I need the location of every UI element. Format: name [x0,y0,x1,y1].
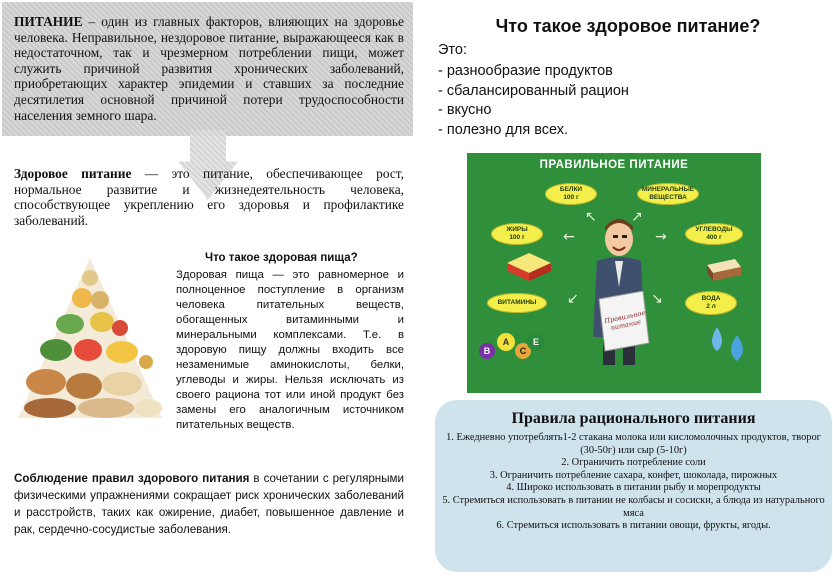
list-item: 5. Стремиться использовать в питании не колбасы и сосиски, а блюда из натурального мяса [442,494,825,519]
poster-label-minerals: МИНЕРАЛЬНЫЕ ВЕЩЕСТВА [637,183,699,205]
list-item: - сбалансированный рацион [438,82,629,99]
healthy-definition-paragraph [14,166,404,228]
compliance-keyword: Соблюдение правил здорового питания [14,472,250,485]
list-item: 3. Ограничить потребление сахара, конфет, шоколада, пирожных [489,469,778,481]
arrow-icon: ↘ [651,291,663,307]
list-item: 6. Стремиться использовать в питании овощи, фрукты, ягоды. [496,520,771,532]
vitamin-ball: E [527,333,545,351]
compliance-paragraph [14,470,404,538]
what-is-title: Что такое здоровое питание? [495,16,761,36]
nutrition-poster [467,153,761,393]
list-item: 1. Ежедневно употреблять1-2 стакана молока или кисломолочных продуктов, творог (30-50г) или сыр (5-10г) [446,432,821,456]
poster-label-vitamins: ВИТАМИНЫ [487,293,547,313]
rules-title: Правила рационального питания [511,410,756,427]
water-drops-icon [703,323,751,367]
vitamin-ball: B [479,343,495,359]
arrow-icon: → [655,229,667,245]
healthy-definition-text: — это питание, обеспечивающее рост, нормальное развитие и жизнедеятельность человека, способствующее укреплению его здоровья и профилактике заболеваний. [14,166,404,228]
list-item: - полезно для всех. [438,121,569,138]
list-item: 2. Ограничить потребление соли [561,457,706,469]
healthy-food-title: Что такое здоровая пища? [205,252,358,264]
poster-label-carbs: УГЛЕВОДЫ 400 г [685,223,743,245]
food-pyramid-image [10,250,170,430]
healthy-food-text: Здоровая пища — это равномерное и полноценное поступление в организм человека питательных веществ, обогащенных витаминными и минеральными комплексами. Т.е. в здоровую пищу должны входить все незаменимые аминокислоты, белки, углеводы и жиры. Нельзя исключать из своего рациона тот или иной продукт без замены его аналогичным источником питательных веществ. [176,269,404,431]
poster-label-fats: ЖИРЫ 100 г [491,223,543,245]
list-item: - вкусно [438,102,492,118]
butter-box-icon [505,249,553,283]
list-item: - разнообразие продуктов [438,63,613,79]
poster-label-proteins: БЕЛКИ 100 г [545,183,597,205]
arrow-icon: ↖ [585,209,597,225]
cake-icon [703,253,743,283]
poster-label-water: ВОДА 2 л [685,291,737,315]
intro-text: – один из главных факторов, влияющих на здоровье человека. Неправильное, нездоровое питание, выражающееся как в недостаточном, так и чрезмерном потреблении пищи, может служить причиной развития хронических заболеваний, приобретающих характер эпидемии и ставших за последние десятилетия основной причиной потери трудоспособности населения земного шара. [14,14,404,123]
arrow-icon: ↗ [631,209,643,225]
compliance-text: в сочетании с регулярными физическими упражнениями сокращает риск хронических заболеваний и расстройств, таких как ожирение, диабет, повышенное давление и рак, сердечно-сосудистые заболевания. [14,472,404,536]
intro-paragraph [14,14,404,123]
book-text: Правильное питание [603,308,646,333]
healthy-definition-keyword: Здоровое питание [14,166,132,181]
intro-keyword: ПИТАНИЕ [14,14,83,29]
what-is-intro: Это: [438,42,467,58]
vitamin-ball: A [497,333,515,351]
vitamin-ball: C [515,343,531,359]
list-item: 4. Широко использовать в питании рыбу и морепродукты [506,482,761,494]
poster-title: ПРАВИЛЬНОЕ ПИТАНИЕ [539,159,689,171]
arrow-icon: ← [563,229,575,245]
rules-list [437,432,830,533]
what-is-list [438,62,629,140]
arrow-icon: ↙ [567,291,579,307]
